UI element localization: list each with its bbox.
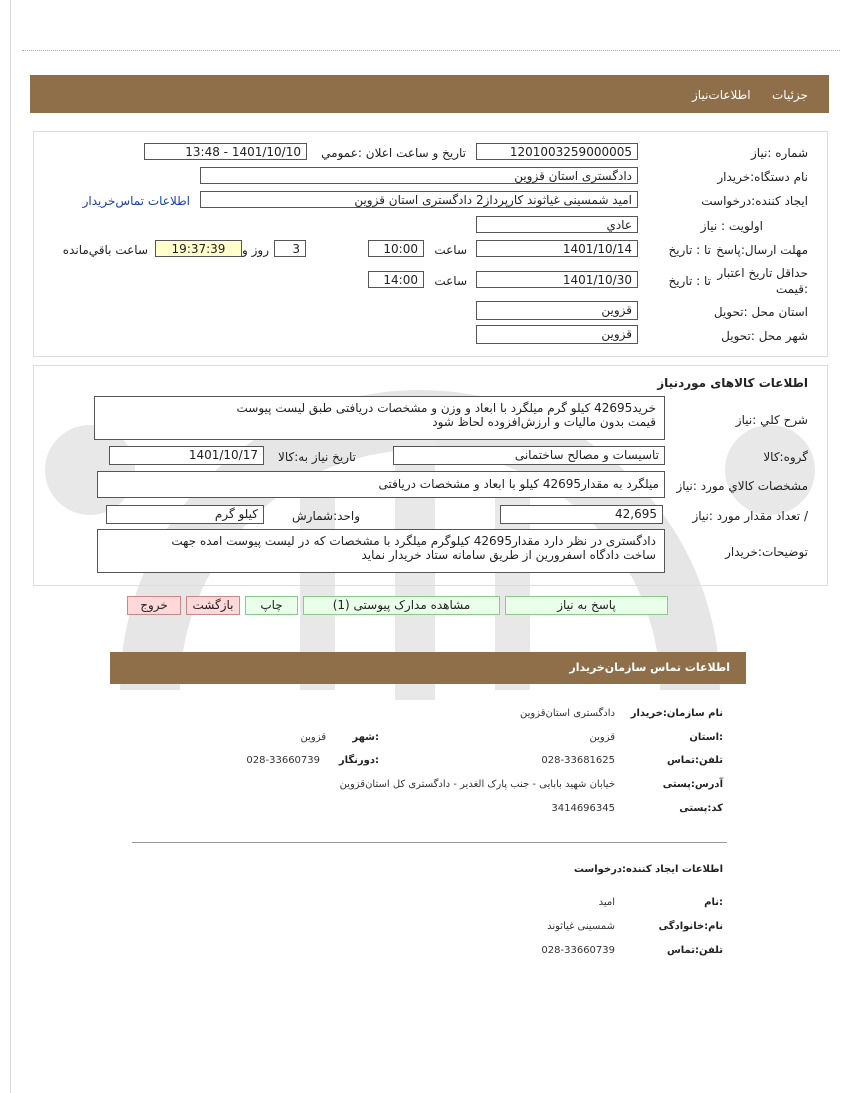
creator-family-label: نام:خانوادگی <box>658 921 723 932</box>
creator-phone-value: 028-33660739 <box>541 945 615 956</box>
back-button[interactable]: بازگشت <box>186 596 240 615</box>
summary-line-2: قیمت بدون مالیات و ارزش‌افزوده لحاظ شود <box>432 415 656 429</box>
contact-address-value: خیابان شهید بابایی - جنب پارک الغدیر - دادگستری کل استان‌قزوین <box>339 779 615 790</box>
contact-address-label: آدرس:پستی <box>662 779 723 790</box>
creator-name-label: :نام <box>704 897 723 908</box>
goods-section-title: اطلاعات کالاهای موردنیاز <box>657 376 808 390</box>
view-documents-button[interactable]: مشاهده مدارک پیوستی (1) <box>303 596 500 615</box>
deadline-time-field[interactable]: 10:00 <box>368 240 424 257</box>
days-label: روز و <box>242 243 269 257</box>
remaining-time-field: 19:37:39 <box>155 240 242 257</box>
contact-province-label: :استان <box>689 732 723 743</box>
contact-info-link[interactable]: اطلاعات تماس‌خریدار <box>82 194 190 208</box>
contact-postal-value: 3414696345 <box>551 803 615 814</box>
print-button[interactable]: چاپ <box>245 596 298 615</box>
qty-field[interactable]: 42,695 <box>500 505 663 524</box>
validity-time-field[interactable]: 14:00 <box>368 271 424 288</box>
need-number-label: شماره :نیاز <box>751 146 808 160</box>
deadline-label: مهلت ارسال:پاسخ <box>716 243 808 257</box>
announce-field[interactable]: 1401/10/10 - 13:48 <box>144 143 307 160</box>
summary-line-1: خرید42695 کیلو گرم میلگرد با ابعاد و وزن و مشخصات دریافتی طبق لیست پیوست <box>236 401 656 415</box>
announce-label: تاریخ و ساعت اعلان :عمومي <box>321 146 466 160</box>
group-field[interactable]: تاسیسات و مصالح ساختمانی <box>393 446 665 465</box>
contact-city-label: :شهر <box>352 732 379 743</box>
validity-date-field[interactable]: 1401/10/30 <box>476 271 638 288</box>
respond-button[interactable]: پاسخ به نیاز <box>505 596 668 615</box>
deadline-time-label: ساعت <box>434 243 467 257</box>
need-date-field[interactable]: 1401/10/17 <box>109 446 264 465</box>
remaining-time-label: ساعت باقي‌مانده <box>62 243 148 257</box>
creator-family-value: شمسینی غیاثوند <box>547 921 615 932</box>
deadline-to-date-label: تا : تاریخ <box>668 243 711 257</box>
qty-label: / تعداد مقدار مورد :نیاز <box>692 509 808 523</box>
contact-postal-label: کد:پستی <box>679 803 723 814</box>
buyer-org-field[interactable]: دادگستری استان قزوین <box>200 167 638 184</box>
tab-details[interactable]: جزئیات <box>772 88 808 102</box>
top-divider <box>22 50 840 51</box>
city-label: شهر محل :تحویل <box>721 329 808 343</box>
validity-time-label: ساعت <box>434 274 467 288</box>
validity-label-line1: حداقل تاریخ اعتبار <box>717 266 808 280</box>
spec-label: مشخصات کالاي مورد :نیاز <box>676 479 808 493</box>
buyer-desc-label: توضیحات:خریدار <box>725 545 808 559</box>
province-field[interactable]: قزوین <box>476 301 638 320</box>
creator-field[interactable]: امید شمسینی غیاثوند کارپرداز2 دادگستری استان قزوین <box>200 191 638 208</box>
contact-section-title: اطلاعات تماس سازمان‌خریدار <box>569 661 730 674</box>
spec-field[interactable]: میلگرد به مقدار42695 کیلو با ابعاد و مشخصات دریافتی <box>97 471 665 498</box>
summary-label: شرح کلي :نیاز <box>735 413 808 427</box>
contact-fax-label: :دورنگار <box>338 755 379 766</box>
unit-label: واحد:شمارش <box>292 509 360 523</box>
need-number-field[interactable]: 1201003259000005 <box>476 143 638 160</box>
contact-org-value: دادگستری استان‌قزوین <box>520 708 615 719</box>
contact-province-value: قزوین <box>589 732 615 743</box>
contact-city-value: قزوین <box>300 732 326 743</box>
summary-field[interactable] <box>94 396 665 440</box>
need-date-label: تاریخ نیاز به:کالا <box>278 450 356 464</box>
validity-label-line2: :قیمت <box>775 282 808 296</box>
buyer-org-label: نام دستگاه:خریدار <box>717 170 808 184</box>
province-label: استان محل :تحویل <box>713 305 808 319</box>
group-label: گروه:کالا <box>763 450 808 464</box>
tab-need-info[interactable]: اطلاعات‌نیاز <box>692 88 751 102</box>
creator-section-title: اطلاعات ایجاد کننده:درخواست <box>573 864 723 875</box>
buyer-desc-line-2: ساخت دادگاه اسفرورین از طریق سامانه ستاد خریدار نماید <box>361 548 656 562</box>
days-field[interactable]: 3 <box>274 240 306 257</box>
contact-org-label: نام سازمان:خریدار <box>630 708 723 719</box>
priority-label: اولویت : نیاز <box>700 219 763 233</box>
city-field[interactable]: قزوین <box>476 325 638 344</box>
exit-button[interactable]: خروج <box>127 596 181 615</box>
creator-label: ایجاد کننده:درخواست <box>701 194 808 208</box>
creator-name-value: امید <box>598 897 615 908</box>
contact-divider <box>132 842 727 843</box>
priority-field[interactable]: عادي <box>476 216 638 233</box>
unit-field[interactable]: کیلو گرم <box>106 505 264 524</box>
buyer-desc-field[interactable] <box>97 529 665 573</box>
contact-fax-value: 028-33660739 <box>246 755 320 766</box>
validity-to-date-label: تا : تاریخ <box>668 274 711 288</box>
buyer-desc-line-1: دادگستری در نظر دارد مقدار42695 کیلوگرم میلگرد با مشخصات که در لیست پیوست امده جهت <box>171 534 656 548</box>
contact-phone-label: تلفن:تماس <box>666 755 723 766</box>
deadline-date-field[interactable]: 1401/10/14 <box>476 240 638 257</box>
contact-phone-value: 028-33681625 <box>541 755 615 766</box>
creator-phone-label: تلفن:تماس <box>666 945 723 956</box>
